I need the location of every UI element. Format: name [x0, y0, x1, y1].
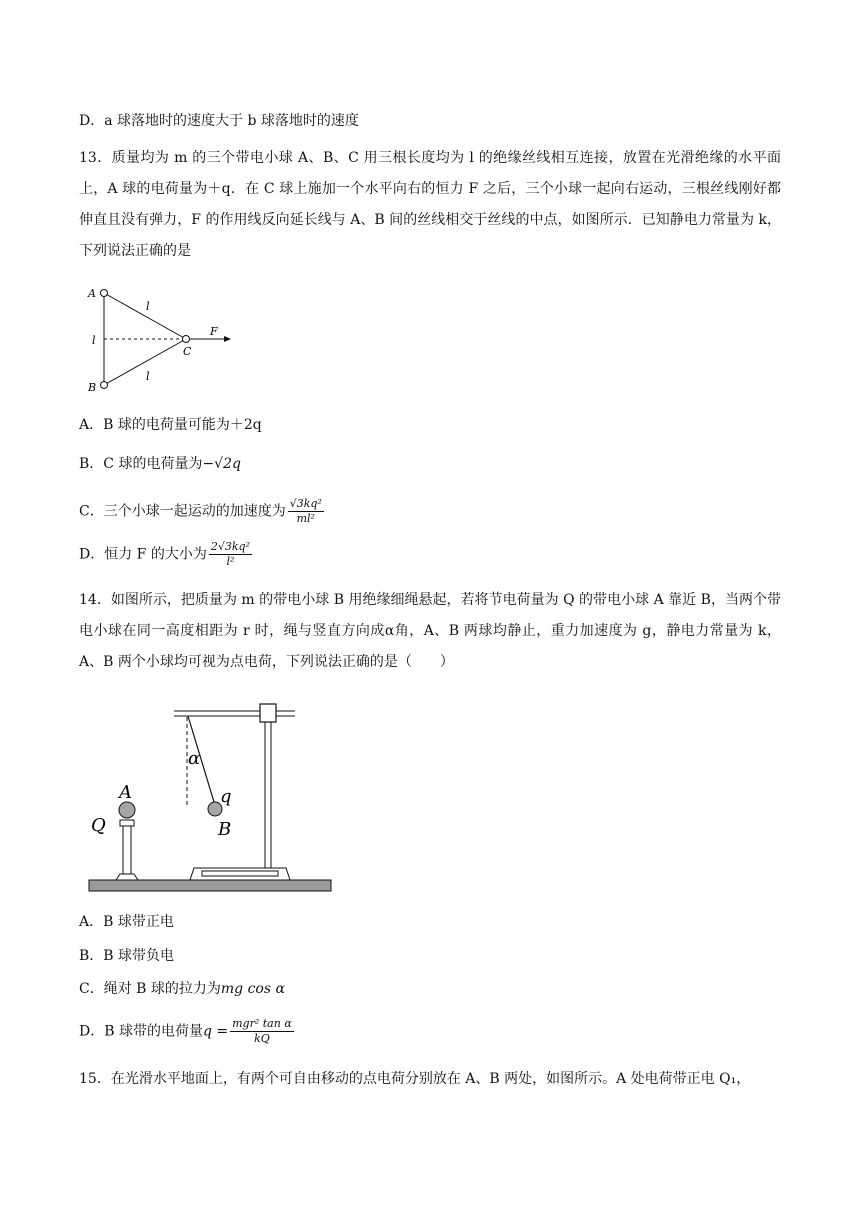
q13-option-d-text: D．恒力 F 的大小为 — [79, 546, 207, 563]
q13-option-d-denominator: l² — [226, 555, 235, 568]
q13-option-c-fraction — [288, 497, 324, 526]
q14-option-d — [79, 1017, 296, 1046]
q14-option-d-numerator: mgr² tan α — [232, 1017, 292, 1030]
q14-stem: 14．如图所示，把质量为 m 的带电小球 B 用绝缘细绳悬起，若将节电荷量为 Q 的带电小球 A 靠近 B，当两个带电小球在同一高度相距为 r 时，绳与竖直方向成α角，A、B 两球均静止，重力加速度为 g，静电力常量为 k，A、B 两个小球均可视为点电荷，下列说法正确的是（ ） — [79, 592, 781, 670]
q13-option-d-fraction — [209, 540, 252, 569]
q13-option-b — [79, 453, 241, 475]
q13-option-b-math: −√2q — [202, 456, 241, 472]
q14-option-d-text: D．B 球带的电荷量 — [79, 1023, 203, 1040]
q13-option-b-text: B．C 球的电荷量为 — [79, 456, 203, 472]
q14-option-c-math: mg cos α — [220, 981, 285, 997]
q13-option-a: A．B 球的电荷量可能为＋2q — [79, 417, 262, 433]
q14-label-b: B — [218, 819, 232, 840]
q14-option-c-text: C．绳对 B 球的拉力为 — [79, 981, 221, 997]
q14-option-b: B．B 球带负电 — [79, 948, 175, 964]
q14-option-d-fraction — [230, 1017, 294, 1046]
q13-option-c-numerator: √3kq² — [289, 497, 322, 510]
q14-apparatus-figure — [86, 696, 336, 894]
q13-option-d-numerator: 2√3kq² — [210, 540, 250, 553]
q14-option-c — [79, 978, 285, 1000]
q13-label-b: B — [88, 381, 97, 394]
q14-label-q-lower: q — [220, 786, 232, 807]
q13-label-a: A — [88, 287, 96, 300]
q14-option-a: A．B 球带正电 — [79, 914, 174, 930]
q13-option-c-text: C．三个小球一起运动的加速度为 — [79, 503, 286, 520]
q14-option-d-lhs: q = — [202, 1023, 229, 1040]
q13-label-l-top: l — [146, 300, 150, 313]
q14-label-a: A — [119, 782, 132, 803]
q13-label-f: F — [210, 325, 218, 338]
q13-label-c: C — [183, 345, 192, 358]
q13-stem: 13．质量均为 m 的三个带电小球 A、B、C 用三根长度均为 l 的绝缘丝线相互连接，放置在光滑绝缘的水平面上，A 球的电荷量为＋q．在 C 球上施加一个水平向右的恒力 F 之后，三个小球一起向右运动，三根丝线刚好都伸直且没有弹力，F 的作用线反向延长线与 A、B 间的丝线相交于丝线的中点，如图所示．已知静电力常量为 k，下列说法正确的是 — [79, 150, 781, 259]
q13-option-d — [79, 540, 254, 569]
q15-stem: 15．在光滑水平地面上，有两个可自由移动的点电荷分别放在 A、B 两处，如图所示。A 处电荷带正电 Q₁， — [79, 1071, 751, 1087]
q14-label-alpha: α — [188, 748, 201, 769]
q13-option-c — [79, 497, 326, 526]
q13-label-l-left: l — [92, 334, 96, 347]
q14-option-d-denominator: kQ — [254, 1032, 270, 1045]
q13-triangle-figure — [84, 284, 234, 396]
q12-option-d: D．a 球落地时的速度大于 b 球落地时的速度 — [79, 113, 359, 129]
q13-label-l-bottom: l — [146, 370, 150, 383]
q14-label-q-upper: Q — [91, 815, 106, 836]
q13-option-c-denominator: ml² — [296, 512, 315, 525]
